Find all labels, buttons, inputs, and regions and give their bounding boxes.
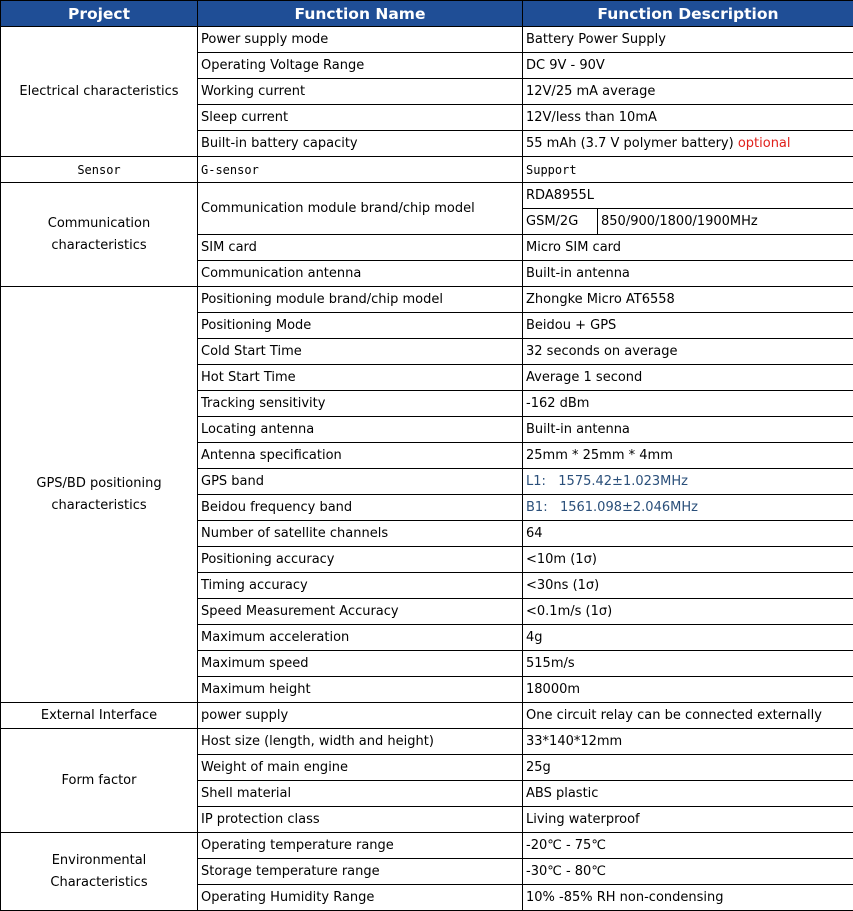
function-description: Beidou + GPS [523, 313, 853, 339]
function-name: Operating Voltage Range [198, 53, 523, 79]
function-description: 12V/less than 10mA [523, 105, 853, 131]
function-name: Locating antenna [198, 417, 523, 443]
function-description: Living waterproof [523, 807, 853, 833]
function-name: Operating temperature range [198, 833, 523, 859]
function-name: Maximum speed [198, 651, 523, 677]
group-label-external: External Interface [1, 703, 198, 729]
function-name: Number of satellite channels [198, 521, 523, 547]
function-name: Positioning accuracy [198, 547, 523, 573]
table-row [1, 729, 853, 755]
function-name: Shell material [198, 781, 523, 807]
function-name: Operating Humidity Range [198, 885, 523, 911]
function-description: Battery Power Supply [523, 27, 853, 53]
function-name: power supply [198, 703, 523, 729]
function-description [523, 131, 853, 157]
function-name: Communication antenna [198, 261, 523, 287]
function-description: 25g [523, 755, 853, 781]
function-description: One circuit relay can be connected externally [523, 703, 853, 729]
header-function-name: Function Name [198, 1, 523, 27]
function-name: IP protection class [198, 807, 523, 833]
network-type: GSM/2G [523, 209, 598, 234]
function-name: Maximum acceleration [198, 625, 523, 651]
group-label-environment: Environmental Characteristics [1, 833, 198, 911]
network-band-cell [523, 209, 853, 235]
function-name: G-sensor [198, 157, 523, 183]
function-description: -162 dBm [523, 391, 853, 417]
function-name: Built-in battery capacity [198, 131, 523, 157]
function-description: Built-in antenna [523, 417, 853, 443]
table-row [1, 287, 853, 313]
function-description: 18000m [523, 677, 853, 703]
function-name: Beidou frequency band [198, 495, 523, 521]
function-description: <0.1m/s (1σ) [523, 599, 853, 625]
function-name: Cold Start Time [198, 339, 523, 365]
group-label-electrical: Electrical characteristics [1, 27, 198, 157]
table-row [1, 703, 853, 729]
group-label-gps: GPS/BD positioning characteristics [1, 287, 198, 703]
function-name: Tracking sensitivity [198, 391, 523, 417]
function-name: SIM card [198, 235, 523, 261]
function-description: 12V/25 mA average [523, 79, 853, 105]
function-name: Sleep current [198, 105, 523, 131]
function-name: GPS band [198, 469, 523, 495]
table-row [1, 27, 853, 53]
function-description: DC 9V - 90V [523, 53, 853, 79]
function-description: 515m/s [523, 651, 853, 677]
function-description: 33*140*12mm [523, 729, 853, 755]
table-row [1, 157, 853, 183]
function-description: -30℃ - 80℃ [523, 859, 853, 885]
function-description: 25mm * 25mm * 4mm [523, 443, 853, 469]
header-project: Project [1, 1, 198, 27]
function-name: Working current [198, 79, 523, 105]
function-description: <30ns (1σ) [523, 573, 853, 599]
group-label-communication: Communication characteristics [1, 183, 198, 287]
function-description: ABS plastic [523, 781, 853, 807]
function-description: -20℃ - 75℃ [523, 833, 853, 859]
table-row [1, 833, 853, 859]
function-description: 4g [523, 625, 853, 651]
function-description: <10m (1σ) [523, 547, 853, 573]
function-name: Power supply mode [198, 27, 523, 53]
function-description: 10% -85% RH non-condensing [523, 885, 853, 911]
function-description: 64 [523, 521, 853, 547]
function-name: Host size (length, width and height) [198, 729, 523, 755]
function-name: Hot Start Time [198, 365, 523, 391]
function-description: B1: 1561.098±2.046MHz [523, 495, 853, 521]
group-label-sensor: Sensor [1, 157, 198, 183]
function-name: Positioning module brand/chip model [198, 287, 523, 313]
header-function-description: Function Description [523, 1, 853, 27]
group-label-form-factor: Form factor [1, 729, 198, 833]
function-name: Antenna specification [198, 443, 523, 469]
function-description: Micro SIM card [523, 235, 853, 261]
function-description: 32 seconds on average [523, 339, 853, 365]
function-description: Average 1 second [523, 365, 853, 391]
function-name: Storage temperature range [198, 859, 523, 885]
function-description: RDA8955L [523, 183, 853, 209]
function-name: Weight of main engine [198, 755, 523, 781]
function-description: L1: 1575.42±1.023MHz [523, 469, 853, 495]
function-name: Communication module brand/chip model [198, 183, 523, 235]
battery-capacity-value: 55 mAh (3.7 V polymer battery) [526, 136, 734, 151]
optional-note: optional [738, 136, 791, 151]
function-description: Support [523, 157, 853, 183]
function-name: Maximum height [198, 677, 523, 703]
function-name: Positioning Mode [198, 313, 523, 339]
header-row [1, 1, 853, 27]
function-description: Built-in antenna [523, 261, 853, 287]
function-name: Timing accuracy [198, 573, 523, 599]
table-row [1, 183, 853, 209]
network-bands: 850/900/1800/1900MHz [598, 209, 758, 234]
function-name: Speed Measurement Accuracy [198, 599, 523, 625]
function-description: Zhongke Micro AT6558 [523, 287, 853, 313]
